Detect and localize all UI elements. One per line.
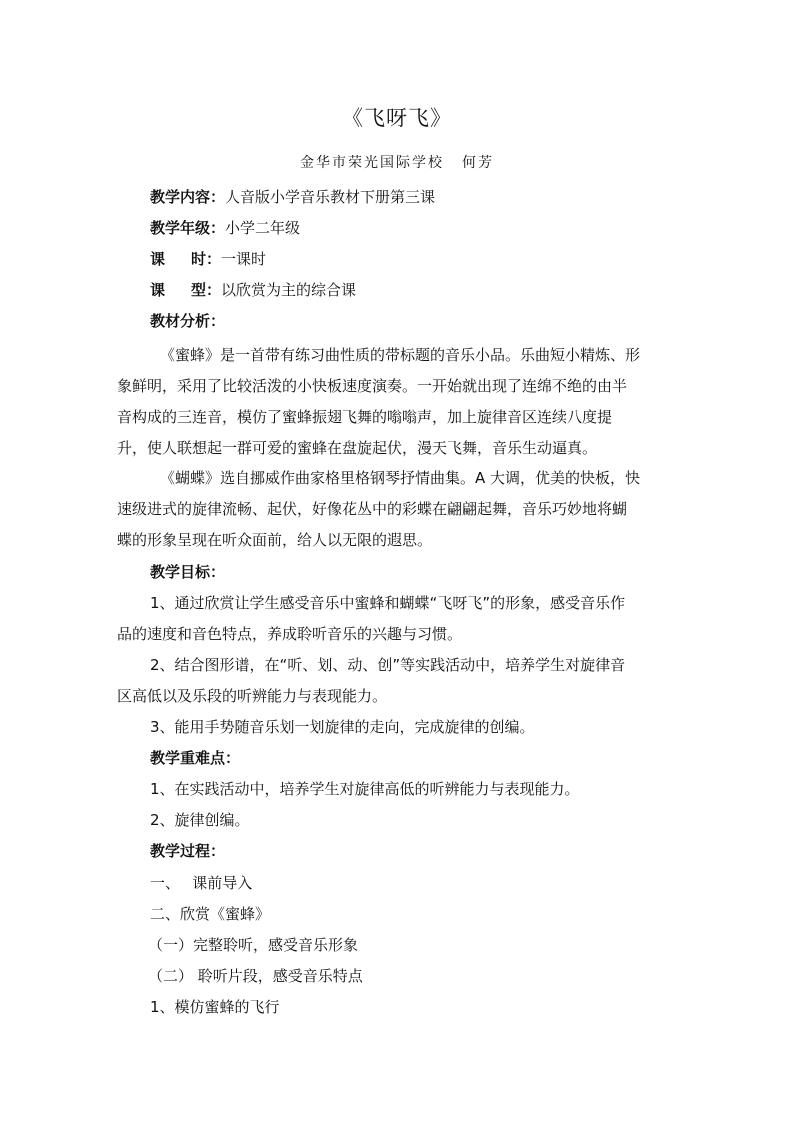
process-item: 1、模仿蜜蜂的飞行 (150, 998, 280, 1016)
goal-item-line: 1、通过欣赏让学生感受音乐中蜜蜂和蝴蝶“飞呀飞”的形象，感受音乐作 (150, 594, 626, 612)
field-type-label-a: 课 (150, 281, 166, 299)
field-content (150, 186, 435, 207)
analysis-heading: 教材分析： (150, 312, 226, 330)
analysis-p1-line: 升，使人联想起一群可爱的蜜蜂在盘旋起伏，漫天飞舞，音乐生动逼真。 (117, 439, 598, 457)
goal-item-line: 品的速度和音色特点，养成聆听音乐的兴趣与习惯。 (117, 625, 463, 643)
field-content-label: 教学内容： (150, 188, 226, 206)
field-type (150, 279, 356, 300)
field-grade-value: 小学二年级 (225, 219, 301, 237)
goal-item-line: 3、能用手势随音乐划一划旋律的走向，完成旋律的创编。 (150, 718, 535, 736)
analysis-p1-line: 象鲜明，采用了比较活泼的小快板速度演奏。一开始就出现了连绵不绝的由半 (117, 377, 628, 395)
field-period (150, 248, 266, 269)
keypoint-item: 1、在实践活动中，培养学生对旋律高低的听辨能力与表现能力。 (150, 780, 580, 798)
field-period-value: 一课时 (221, 250, 267, 268)
author-name: 何芳 (462, 155, 494, 171)
goals-heading: 教学目标： (150, 563, 226, 581)
author-line (300, 152, 494, 172)
process-item: 二、欣赏《蜜蜂》 (150, 905, 271, 923)
process-item: （二） 聆听片段，感受音乐特点 (148, 967, 363, 985)
field-content-value: 人音版小学音乐教材下册第三课 (225, 188, 436, 206)
field-grade-label: 教学年级： (150, 219, 226, 237)
field-type-value: 以欣赏为主的综合课 (221, 281, 357, 299)
analysis-p1-line: 《蜜蜂》是一首带有练习曲性质的带标题的音乐小品。乐曲短小精炼、形 (160, 346, 641, 364)
field-type-label-b: 型： (191, 281, 222, 299)
field-period-label-b: 时： (191, 250, 222, 268)
process-heading: 教学过程： (150, 842, 226, 860)
author-school: 金华市荣光国际学校 (300, 155, 444, 171)
goal-item-line: 2、结合图形谱，在“听、划、动、创”等实践活动中，培养学生对旋律音 (150, 656, 626, 674)
document-title: 《飞呀飞》 (342, 106, 452, 130)
analysis-p2-line: 速级进式的旋律流畅、起伏，好像花丛中的彩蝶在翩翩起舞，音乐巧妙地将蝴 (117, 500, 628, 518)
analysis-p2-line: 蝶的形象呈现在听众面前，给人以无限的遐思。 (117, 531, 433, 549)
field-grade (150, 217, 300, 238)
analysis-p1-line: 音构成的三连音，模仿了蜜蜂振翅飞舞的嗡嗡声，加上旋律音区连续八度提 (117, 408, 613, 426)
process-item: （一）完整聆听，感受音乐形象 (148, 936, 359, 954)
keypoints-heading: 教学重难点： (150, 749, 241, 767)
keypoint-item: 2、旋律创编。 (150, 811, 250, 829)
process-item: 一、 课前导入 (150, 874, 253, 892)
analysis-p2-line: 《蝴蝶》选自挪威作曲家格里格钢琴抒情曲集。A 大调，优美的快板，快 (160, 469, 641, 487)
field-period-label-a: 课 (150, 250, 166, 268)
goal-item-line: 区高低以及乐段的听辨能力与表现能力。 (117, 687, 388, 705)
